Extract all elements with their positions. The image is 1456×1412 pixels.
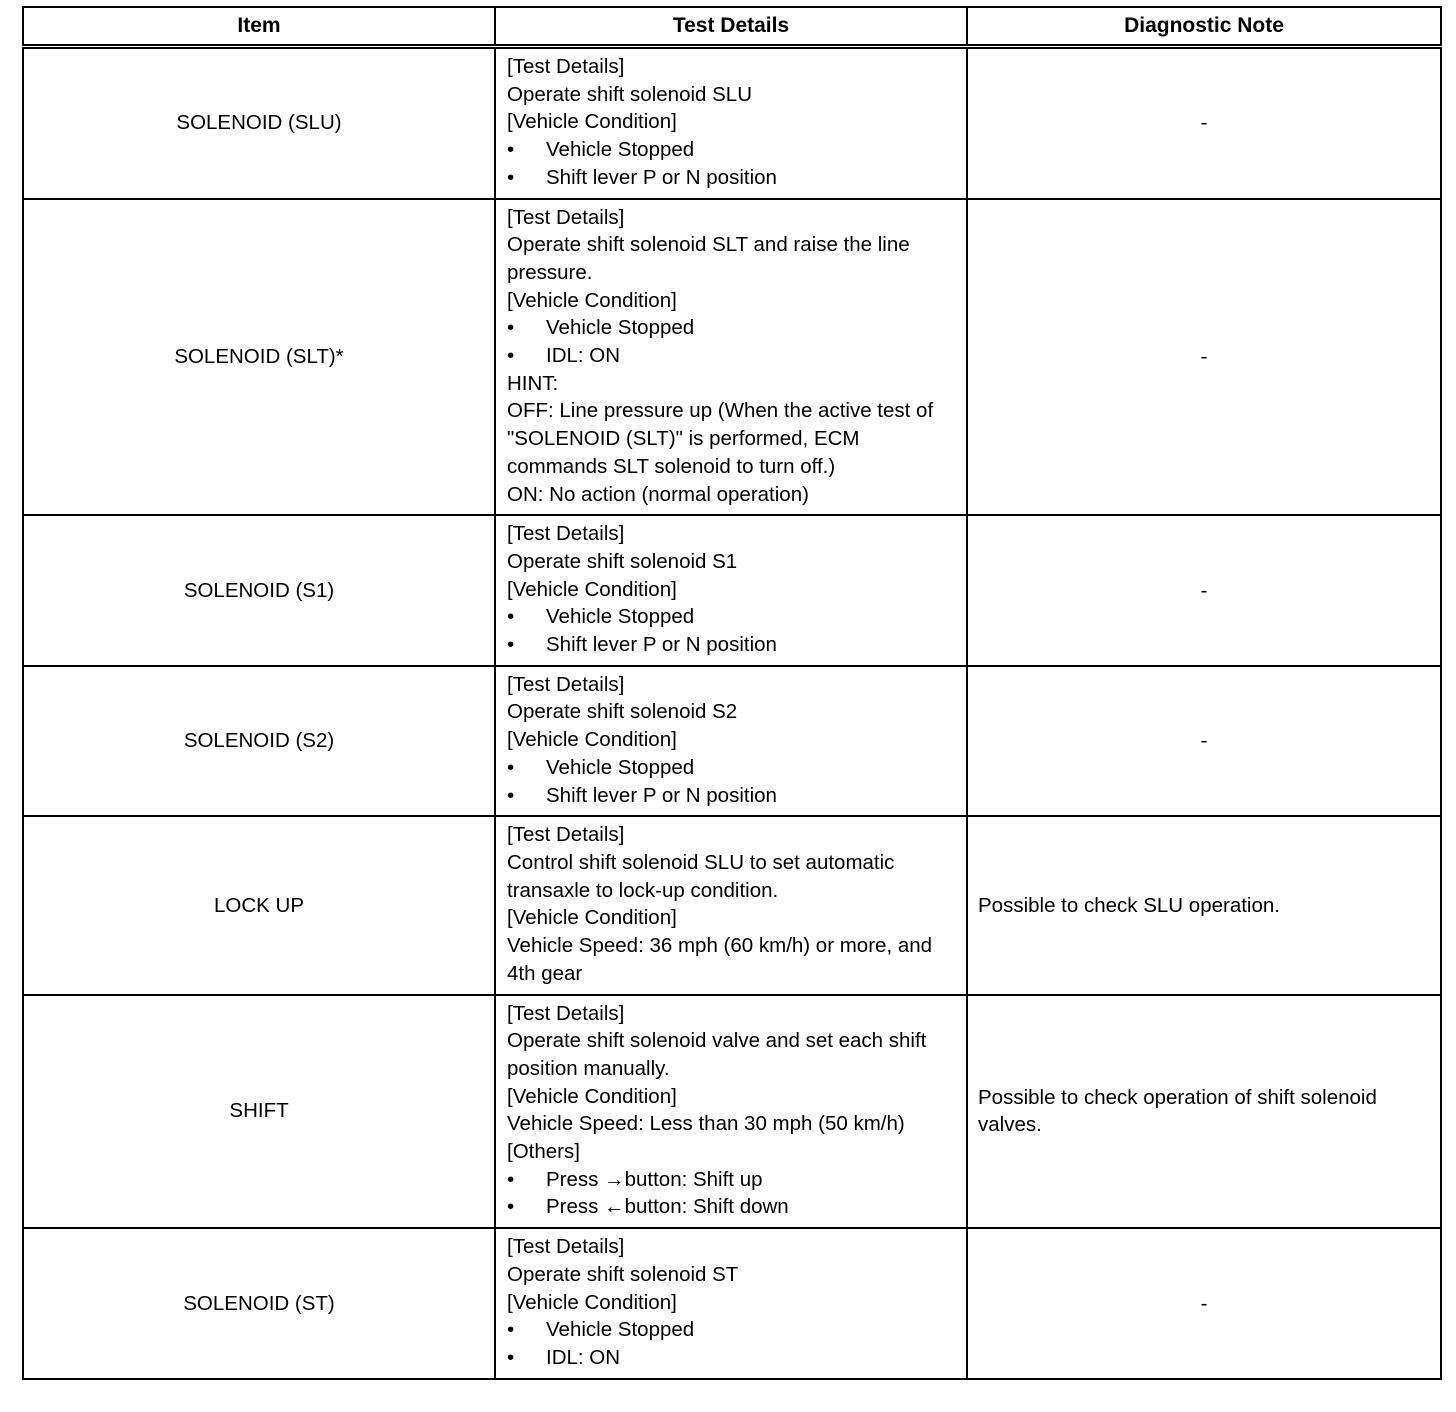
detail-line: [Vehicle Condition] [507,906,677,930]
test-details-cell [495,666,967,817]
test-details-cell [495,816,967,994]
detail-line: Control shift solenoid SLU to set automatic transaxle to lock-up condition. [507,850,895,902]
header-diagnostic-note: Diagnostic Note [967,7,1441,47]
item-cell: SOLENOID (SLU) [23,47,495,199]
detail-line: [Vehicle Condition] [507,1084,677,1108]
detail-line: [Test Details] [507,55,625,78]
test-details-cell [495,515,967,666]
bullet-line: • Vehicle Stopped [507,603,958,631]
bullet-line: • Shift lever P or N position [507,164,958,192]
detail-line: Operate shift solenoid SLT and raise the line pressure. [507,233,910,284]
item-cell: SOLENOID (S1) [23,515,495,666]
detail-line: Operate shift solenoid valve and set each shift position manually. [507,1029,927,1080]
detail-line: [Others] [507,1140,580,1164]
diagnostic-note-cell: - [967,199,1441,516]
detail-line: [Vehicle Condition] [507,1290,677,1314]
bullet-line: • Vehicle Stopped [507,136,958,164]
test-details-cell [495,995,967,1229]
detail-line: Operate shift solenoid S2 [507,700,738,724]
header-row [23,7,1441,47]
bullet-line: • Shift lever P or N position [507,782,958,810]
bullet-line: • IDL: ON [507,342,958,370]
item-cell: SOLENOID (ST) [23,1228,495,1379]
item-cell: LOCK UP [23,816,495,994]
table-body [23,47,1441,1379]
header-item: Item [23,7,495,47]
bullet-line: • Vehicle Stopped [507,754,958,782]
detail-line: Operate shift solenoid ST [507,1262,739,1286]
table-row [23,816,1441,994]
detail-line: [Test Details] [507,205,625,229]
table-row [23,199,1441,516]
item-cell: SOLENOID (S2) [23,666,495,817]
table-row [23,1228,1441,1379]
active-test-table [22,6,1442,1380]
detail-line: [Vehicle Condition] [507,728,677,752]
bullet-line: • Press →button: Shift up [507,1166,958,1194]
bullet-line: • IDL: ON [507,1344,958,1372]
bullet-line: • Vehicle Stopped [507,314,958,342]
detail-line: Operate shift solenoid S1 [507,549,738,573]
diagnostic-note-cell: - [967,515,1441,666]
diagnostic-note-cell: - [967,666,1441,817]
detail-line: [Test Details] [507,1235,625,1259]
table-row [23,515,1441,666]
detail-line: Operate shift solenoid SLU [507,82,752,106]
bullet-line: • Shift lever P or N position [507,631,958,659]
detail-line: [Test Details] [507,672,625,696]
detail-line: Vehicle Speed: Less than 30 mph (50 km/h) [507,1112,905,1136]
detail-line: ON: No action (normal operation) [507,482,809,506]
detail-line: [Test Details] [507,1001,625,1025]
diagnostic-note-cell: - [967,47,1441,199]
detail-line: HINT: [507,371,559,395]
detail-line: [Test Details] [507,823,625,847]
diagnostic-note-cell: - [967,1228,1441,1379]
test-details-cell [495,1228,967,1379]
detail-line: [Vehicle Condition] [507,288,677,312]
table-row [23,666,1441,817]
item-cell: SOLENOID (SLT)* [23,199,495,516]
diagnostic-note-cell: Possible to check SLU operation. [967,816,1441,994]
item-cell: SHIFT [23,995,495,1229]
bullet-line: • Vehicle Stopped [507,1316,958,1344]
table-row [23,47,1441,199]
diagnostic-note-cell: Possible to check operation of shift solenoid valves. [967,995,1441,1229]
test-details-cell [495,199,967,516]
header-test-details: Test Details [495,7,967,47]
detail-line: Vehicle Speed: 36 mph (60 km/h) or more, and 4th gear [507,934,933,985]
bullet-line: • Press ←button: Shift down [507,1193,958,1221]
detail-line: [Test Details] [507,522,625,546]
table-row [23,995,1441,1229]
detail-line: [Vehicle Condition] [507,577,677,601]
test-details-cell [495,47,967,199]
detail-line: OFF: Line pressure up (When the active test of "SOLENOID (SLT)" is performed, ECM commands SLT solenoid to turn off.) [507,399,934,478]
detail-line: [Vehicle Condition] [507,110,677,134]
